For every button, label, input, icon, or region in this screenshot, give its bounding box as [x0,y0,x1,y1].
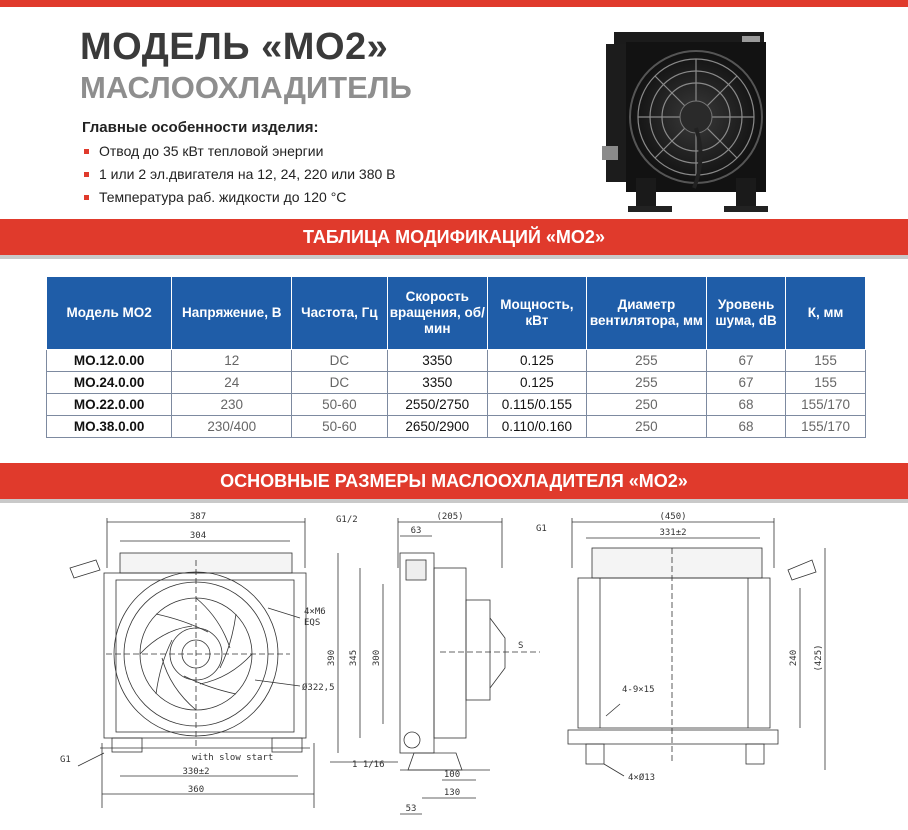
cell-noise: 67 [707,350,786,372]
dim-331: 331±2 [659,528,687,538]
dim-205: (205) [436,512,464,522]
cell-voltage: 12 [172,350,292,372]
dim-390: 390 [327,649,337,667]
table-row [47,416,866,438]
cell-noise: 67 [707,372,786,394]
cell-power: 0.125 [487,350,586,372]
cell-fan-diameter: 255 [586,350,706,372]
features-heading: Главные особенности изделия: [82,119,319,136]
col-header: Диаметр вентилятора, мм [586,277,706,350]
top-accent-bar [0,0,908,7]
col-header: Мощность, кВт [487,277,586,350]
label-holes: 4×Ø13 [628,773,656,783]
table-row [47,394,866,416]
dim-53: 53 [405,804,417,814]
cell-fan-diameter: 255 [586,372,706,394]
dim-345: 345 [349,649,359,667]
cell-k: 155/170 [786,394,866,416]
cell-model: MO.12.0.00 [47,350,172,372]
cell-speed: 2650/2900 [387,416,487,438]
dimension-drawing [0,508,908,830]
banner-shadow [0,499,908,503]
cell-voltage: 230 [172,394,292,416]
label-slow-start: with slow start [192,753,274,763]
page-subtitle: МАСЛООХЛАДИТЕЛЬ [80,70,412,105]
feature-item: Температура раб. жидкости до 120 °C [82,188,396,211]
label-slot: 4-9×15 [622,685,655,695]
col-header: Модель MO2 [47,277,172,350]
label-g1-front: G1 [60,755,71,765]
cell-k: 155 [786,372,866,394]
label-diameter: Ø322,5 [302,683,335,693]
table-row [47,372,866,394]
label-g1-rear: G1 [536,524,547,534]
cell-speed: 3350 [387,350,487,372]
cell-speed: 2550/2750 [387,394,487,416]
dim-130: 130 [443,788,461,798]
dim-300: 300 [372,649,382,667]
col-header: Уровень шума, dB [707,277,786,350]
cell-speed: 3350 [387,372,487,394]
label-s: S [518,641,524,651]
modifications-table [46,276,866,438]
cell-power: 0.125 [487,372,586,394]
cell-fan-diameter: 250 [586,394,706,416]
dim-387: 387 [189,512,207,522]
cell-noise: 68 [707,416,786,438]
dim-360: 360 [187,785,205,795]
label-eqs: EQS [304,618,321,628]
dim-450: (450) [659,512,687,522]
dim-240: 240 [789,649,799,667]
oil-cooler-product-image [596,28,806,220]
table-header-row [47,277,866,350]
table-section-banner: ТАБЛИЦА МОДИФИКАЦИЙ «MO2» [0,219,908,255]
cell-power: 0.110/0.160 [487,416,586,438]
cell-k: 155 [786,350,866,372]
cell-frequency: DC [292,372,387,394]
cell-voltage: 24 [172,372,292,394]
dimensions-section-banner: ОСНОВНЫЕ РАЗМЕРЫ МАСЛООХЛАДИТЕЛЯ «MO2» [0,463,908,499]
cell-model: MO.24.0.00 [47,372,172,394]
col-header: Напряжение, В [172,277,292,350]
cell-fan-diameter: 250 [586,416,706,438]
cell-noise: 68 [707,394,786,416]
banner-shadow [0,255,908,259]
cell-frequency: 50-60 [292,394,387,416]
features-list [82,142,396,211]
col-header: Частота, Гц [292,277,387,350]
cell-power: 0.115/0.155 [487,394,586,416]
dim-330: 330±2 [182,767,210,777]
label-g12: G1/2 [336,515,358,525]
dim-100: 100 [443,770,461,780]
cell-frequency: 50-60 [292,416,387,438]
dim-304: 304 [189,531,207,541]
dim-63: 63 [410,526,422,536]
col-header: К, мм [786,277,866,350]
table-row [47,350,866,372]
feature-item: Отвод до 35 кВт тепловой энергии [82,142,396,165]
label-m6: 4×M6 [304,607,326,617]
cell-k: 155/170 [786,416,866,438]
col-header: Скорость вращения, об/мин [387,277,487,350]
page-title: МОДЕЛЬ «MO2» [80,26,389,68]
label-1-1-16: 1 1/16 [352,760,385,770]
cell-model: MO.22.0.00 [47,394,172,416]
feature-item: 1 или 2 эл.двигателя на 12, 24, 220 или 380 В [82,165,396,188]
cell-voltage: 230/400 [172,416,292,438]
dim-425: (425) [814,644,824,672]
cell-frequency: DC [292,350,387,372]
cell-model: MO.38.0.00 [47,416,172,438]
